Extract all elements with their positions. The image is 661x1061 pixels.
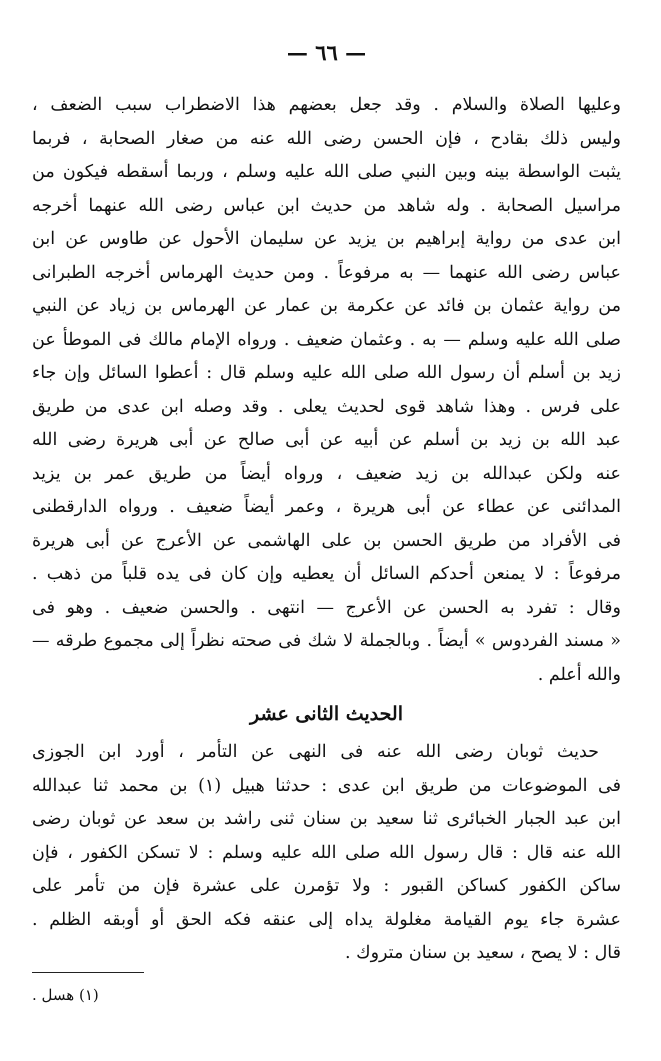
text-line: وليس ذلك بقادح ، فإن الحسن رضى الله عنه من صغار الصحابة ، فربما <box>32 128 621 149</box>
text-line: عبد الله بن زيد بن أسلم عن أبيه عن أبى صالح عن أبى هريرة رضى الله <box>32 430 621 450</box>
text-line: فى الأفراد من طريق الحسن بن على الهاشمى عن الأعرج عن أبى هريرة <box>32 530 621 551</box>
paragraph-1 <box>32 89 621 692</box>
text-line: والله أعلم . <box>537 664 621 685</box>
text-line: زيد بن أسلم أن رسول الله صلى الله عليه وسلم قال : أعطوا السائل وإن جاء <box>32 363 621 383</box>
paragraph-2 <box>32 736 621 971</box>
text-line: عباس رضى الله عنهما — به مرفوعاً . ومن حديث الهرماس أخرجه الطبرانى <box>32 262 621 283</box>
section-heading: الحديث الثانى عشر <box>250 703 403 725</box>
text-line: من رواية عثمان بن فائد عن عكرمة بن عمار عن الهرماس بن زياد عن النبي <box>32 296 621 316</box>
text-line: فى الموضوعات من طريق ابن عدى : حدثنا هبيل (١) بن محمد ثنا عبدالله <box>32 775 621 796</box>
text-line: مرفوعاً : لا يمنعن أحدكم السائل أن يعطيه وإن كان فى يده قلباً من ذهب . <box>32 564 621 584</box>
text-line: ساكن الكفور كساكن القبور : ولا تؤمرن على عشرة فإن من تأمر على <box>32 876 621 896</box>
text-line: وعليها الصلاة والسلام . وقد جعل بعضهم هذا الاضطراب سبب الضعف ، <box>32 95 621 115</box>
text-line: « مسند الفردوس » أيضاً . وبالجملة لا شك فى صحته نظراً إلى مجموع طرقه — <box>32 631 621 651</box>
text-line: صلى الله عليه وسلم — به . وعثمان ضعيف . ورواه الإمام مالك فى الموطأ عن <box>32 329 621 350</box>
text-line: الله عنه قال : قال رسول الله صلى الله عليه وسلم : لا تسكن الكفور ، فإن <box>32 842 621 863</box>
text-line: ابن عدى من رواية إبراهيم بن يزيد عن سليمان الأحول عن طاوس عن ابن <box>32 229 621 249</box>
text-line: المدائنى عن عطاء عن أبى هريرة ، وعمر أيضاً ضعيف . ورواه الدارقطنى <box>32 497 621 517</box>
page-number: — ٦٦ — <box>286 40 367 65</box>
text-line: يثبت الواسطة بينه وبين النبي صلى الله عليه وسلم ، وربما أسقطه فيكون من <box>32 162 621 182</box>
text-line: قال : لا يصح ، سعيد بن سنان متروك . <box>345 943 621 963</box>
text-line: على فرس . وهذا شاهد قوى لحديث يعلى . وقد وصله ابن عدى من طريق <box>32 396 621 417</box>
text-line: وقال : تفرد به الحسن عن الأعرج — انتهى . والحسن ضعيف . وهو فى <box>32 597 621 618</box>
text-line: حديث ثوبان رضى الله عنه فى النهى عن التأمر ، أورد ابن الجوزى <box>32 742 599 762</box>
footnote: (١) هسل . <box>32 986 99 1004</box>
page-body <box>32 89 621 971</box>
footnote-divider <box>32 972 144 973</box>
text-line: عشرة جاء يوم القيامة مغلولة يداه إلى عنقه فكه الحق أو أوبقه الظلم . <box>32 909 621 930</box>
text-line: ابن عبد الجبار الخبائرى ثنا سعيد بن سنان ثنى راشد بن سعد عن ثوبان رضى <box>32 809 621 829</box>
text-line: عنه ولكن عبدالله بن زيد ضعيف ، ورواه أيضاً من طريق عمر بن يزيد <box>32 463 621 484</box>
book-page <box>32 0 621 1061</box>
text-line: مراسيل الصحابة . وله شاهد من حديث ابن عباس رضى الله عنهما أخرجه <box>32 195 621 216</box>
